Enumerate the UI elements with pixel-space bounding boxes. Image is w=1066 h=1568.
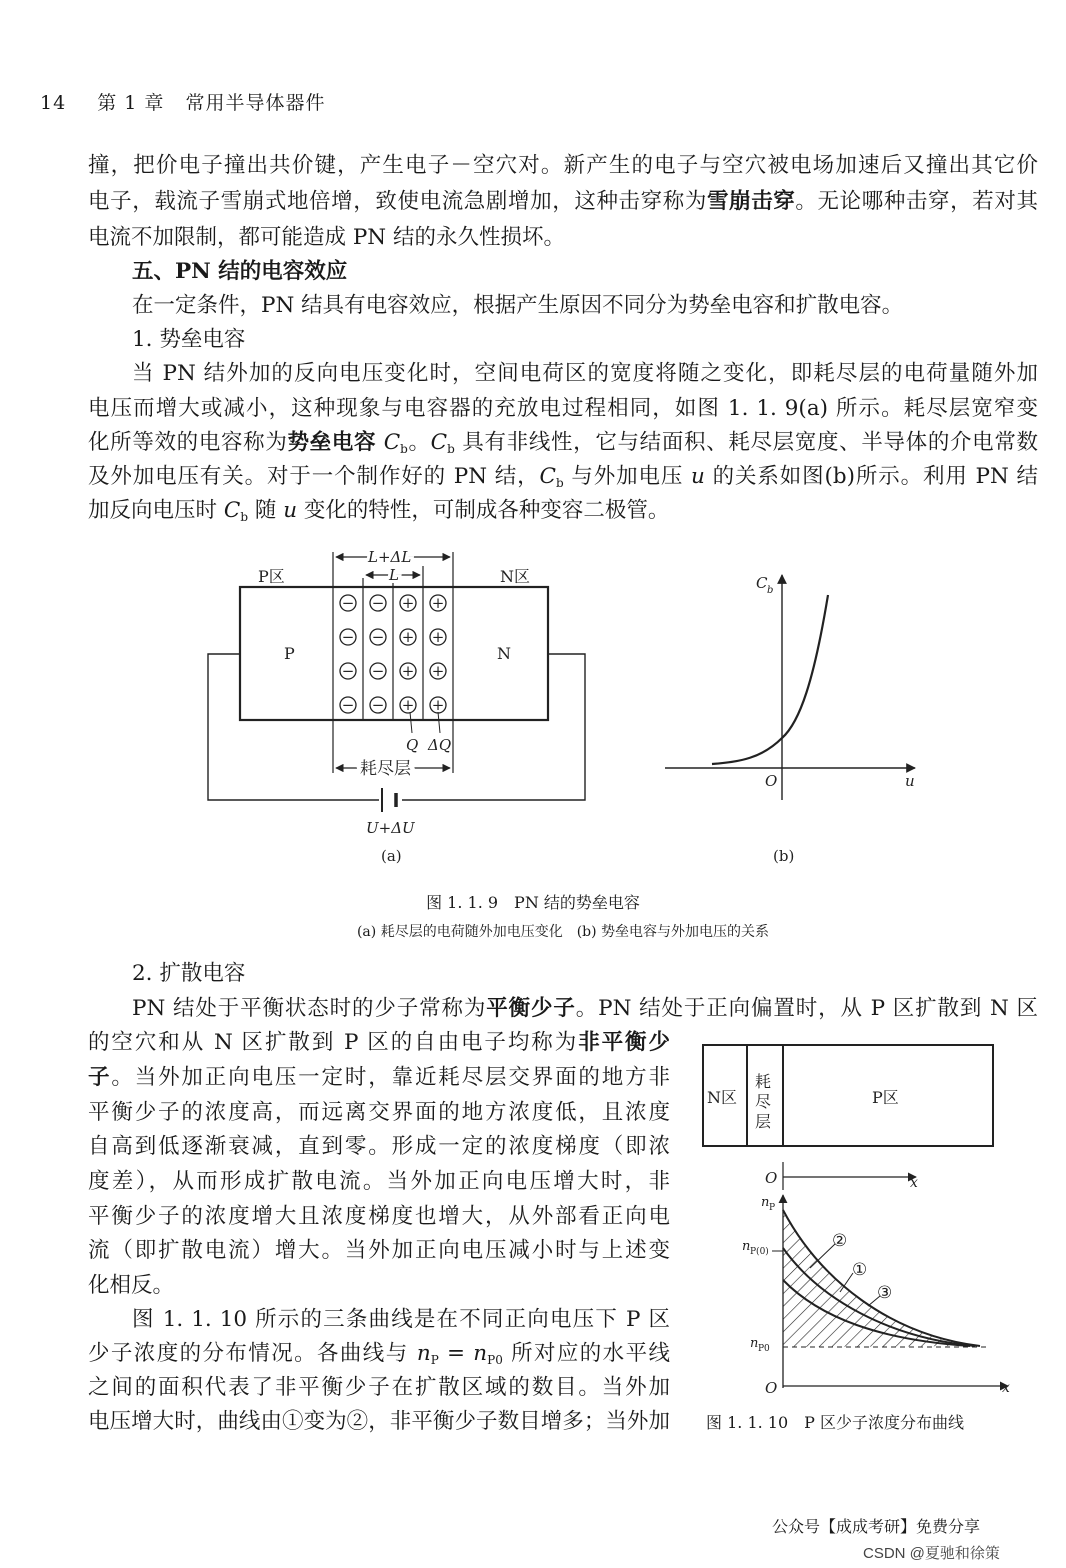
page-header [40,88,325,115]
sub1-title: 1. 势垒电容 [132,327,246,352]
plus-ion: + [431,662,445,680]
figure-b-plot [665,575,915,800]
minus-ion: − [341,662,355,680]
para1-line2: 电子，载流子雪崩式地倍增，致使电流急剧增加，这种击穿称为雪崩击穿。无论哪种击穿，若对其 [88,189,1038,214]
minus-ion: − [371,662,385,680]
minus-ion: − [341,594,355,612]
sub2-line13: 电压增大时，曲线由①变为②，非平衡少子数目增多；当外加 [88,1409,670,1434]
label-p-region: P区 [258,567,285,586]
para1-line3: 电流不加限制，都可能造成 PN 结的永久性损坏。 [88,225,565,250]
label-depletion: 耗尽层 [360,759,411,779]
section5-title: 五、PN 结的电容效应 [132,259,348,284]
chapter-number: 第 1 章 [97,92,165,114]
minus-ion: − [341,696,355,714]
wire-right [402,654,585,800]
sub1-line3: 化所等效的电容称为势垒电容 Cb。Cb 具有非线性，它与结面积、耗尽层宽度、半导体的介电常数 [88,430,1038,456]
para1-line1: 撞，把价电子撞出共价键，产生电子－空穴对。新产生的电子与空穴被电场加速后又撞出其它价 [88,153,1038,178]
term-barrier-capacitance: 势垒电容 [287,430,377,455]
fig10-curve-3-label: ③ [877,1283,893,1303]
sub2-line8: 流（即扩散电流）增大。当外加正向电压减小时与上述变 [88,1238,670,1263]
figure-1-1-9 [0,530,1066,880]
plus-ion: + [431,696,445,714]
fig-1-1-9-caption: 图 1. 1. 9 PN 结的势垒电容 [426,893,640,912]
fig10-y-sub: P [769,1203,776,1213]
plus-ion: + [401,696,415,714]
fig10-depletion-3: 层 [755,1112,772,1131]
dim-inner-label: L [389,566,399,584]
plus-ion: + [401,628,415,646]
sub2-line3: 子。当外加正向电压一定时，靠近耗尽层交界面的地方非 [88,1065,670,1090]
label-n: N [497,644,511,663]
sub2-line5: 自高到低逐渐衰减，直到零。形成一定的浓度梯度（即浓 [88,1134,670,1159]
fig10-depletion-1: 耗 [755,1072,772,1091]
plus-ion: + [401,594,415,612]
b-origin: O [765,772,778,790]
plus-ion: + [401,662,415,680]
sub2-title: 2. 扩散电容 [132,961,246,986]
b-y-sub: b [767,585,774,596]
sub2-line2: 的空穴和从 N 区扩散到 P 区的自由电子均称为非平衡少 [88,1030,670,1055]
term-nonequilibrium-minority: 非平衡少 [578,1030,670,1055]
fig10-depletion-2: 尽 [755,1092,772,1111]
figure-1-1-10 [690,1030,1040,1405]
sub2-line4: 平衡少子的浓度高，而远离交界面的地方浓度低，且浓度 [88,1100,670,1125]
fig10-x-bottom: x [1002,1380,1010,1396]
fig10-y-label: n [761,1195,770,1210]
fig-1-1-9-subcaption: (a) 耗尽层的电荷随外加电压变化 (b) 势垒电容与外加电压的关系 [356,924,770,940]
sub2-line9: 化相反。 [88,1273,175,1298]
hatched-area [783,1210,980,1347]
term-equilibrium-minority: 平衡少子 [486,996,576,1021]
b-x-label: u [905,772,915,790]
sub2-line10: 图 1. 1. 10 所示的三条曲线是在不同正向电压下 P 区 [132,1307,670,1332]
fig10-origin-bottom: O [765,1379,778,1397]
sub2-line7: 平衡少子的浓度增大且浓度梯度也增大，从外部看正向电 [88,1204,670,1229]
fig10-np0-sub: P(0) [750,1247,769,1257]
dq-leader [438,712,440,733]
fig10-np0-label: n [742,1239,751,1254]
label-voltage: U+ΔU [366,819,415,837]
fig10-origin-top: O [765,1169,778,1187]
fig10-npo-label: n [750,1336,759,1351]
footer-share: 公众号【成成考研】免费分享 [772,1517,981,1536]
page-number: 14 [40,92,67,114]
sub2-line1: PN 结处于平衡状态时的少子常称为平衡少子。PN 结处于正向偏置时，从 P 区扩散到 N 区 [132,996,1038,1021]
sub1-line4: 及外加电压有关。对于一个制作好的 PN 结，Cb 与外加电压 u 的关系如图(b)所示。利用 PN 结 [88,464,1038,490]
sub2-line6: 度差），从而形成扩散电流。当外加正向电压增大时，非 [88,1169,670,1194]
plus-ion: + [431,594,445,612]
fig10-n-region: N区 [707,1088,738,1107]
sub1-line2: 电压而增大或减小，这种现象与电容器的充放电过程相同，如图 1. 1. 9(a) 所示。耗尽层宽窄变 [88,396,1038,421]
label-q: Q [406,736,419,754]
fig10-npo-sub: P0 [758,1344,770,1354]
label-p: P [284,644,295,663]
fig10-x-top: x [910,1175,918,1191]
section5-intro: 在一定条件，PN 结具有电容效应，根据产生原因不同分为势垒电容和扩散电容。 [132,293,904,318]
sub1-line5: 加反向电压时 Cb 随 u 变化的特性，可制成各种变容二极管。 [88,498,670,524]
fig-1-1-10-caption: 图 1. 1. 10 P 区少子浓度分布曲线 [706,1413,965,1432]
sub2-line11: 少子浓度的分布情况。各曲线与 nP = nP0 所对应的水平线 [88,1341,670,1367]
label-n-region: N区 [500,567,531,586]
chapter-title: 常用半导体器件 [185,92,326,114]
q-leader [410,712,412,733]
minus-ion: − [371,628,385,646]
term-avalanche: 雪崩击穿 [706,189,796,214]
cb-curve [712,595,828,764]
fig10-curve-2-label: ② [832,1231,848,1251]
label-dq: ΔQ [428,736,452,754]
minus-ion: − [341,628,355,646]
sub2-line12: 之间的面积代表了非平衡少子在扩散区域的数目。当外加 [88,1375,670,1400]
footer-watermark: CSDN @夏驰和徐策 [863,1545,1000,1562]
fig10-p-region: P区 [872,1088,899,1107]
b-y-label: C [756,574,768,592]
sub1-line1: 当 PN 结外加的反向电压变化时，空间电荷区的宽度将随之变化，即耗尽层的电荷量随外加 [132,361,1038,386]
minus-ion: − [371,696,385,714]
fig10-curve-1-label: ① [852,1260,868,1280]
fig-a-sublabel: (a) [381,847,402,865]
fig-b-sublabel: (b) [773,847,795,865]
plus-ion: + [431,628,445,646]
dim-outer-label: L+ΔL [368,548,412,566]
minus-ion: − [371,594,385,612]
